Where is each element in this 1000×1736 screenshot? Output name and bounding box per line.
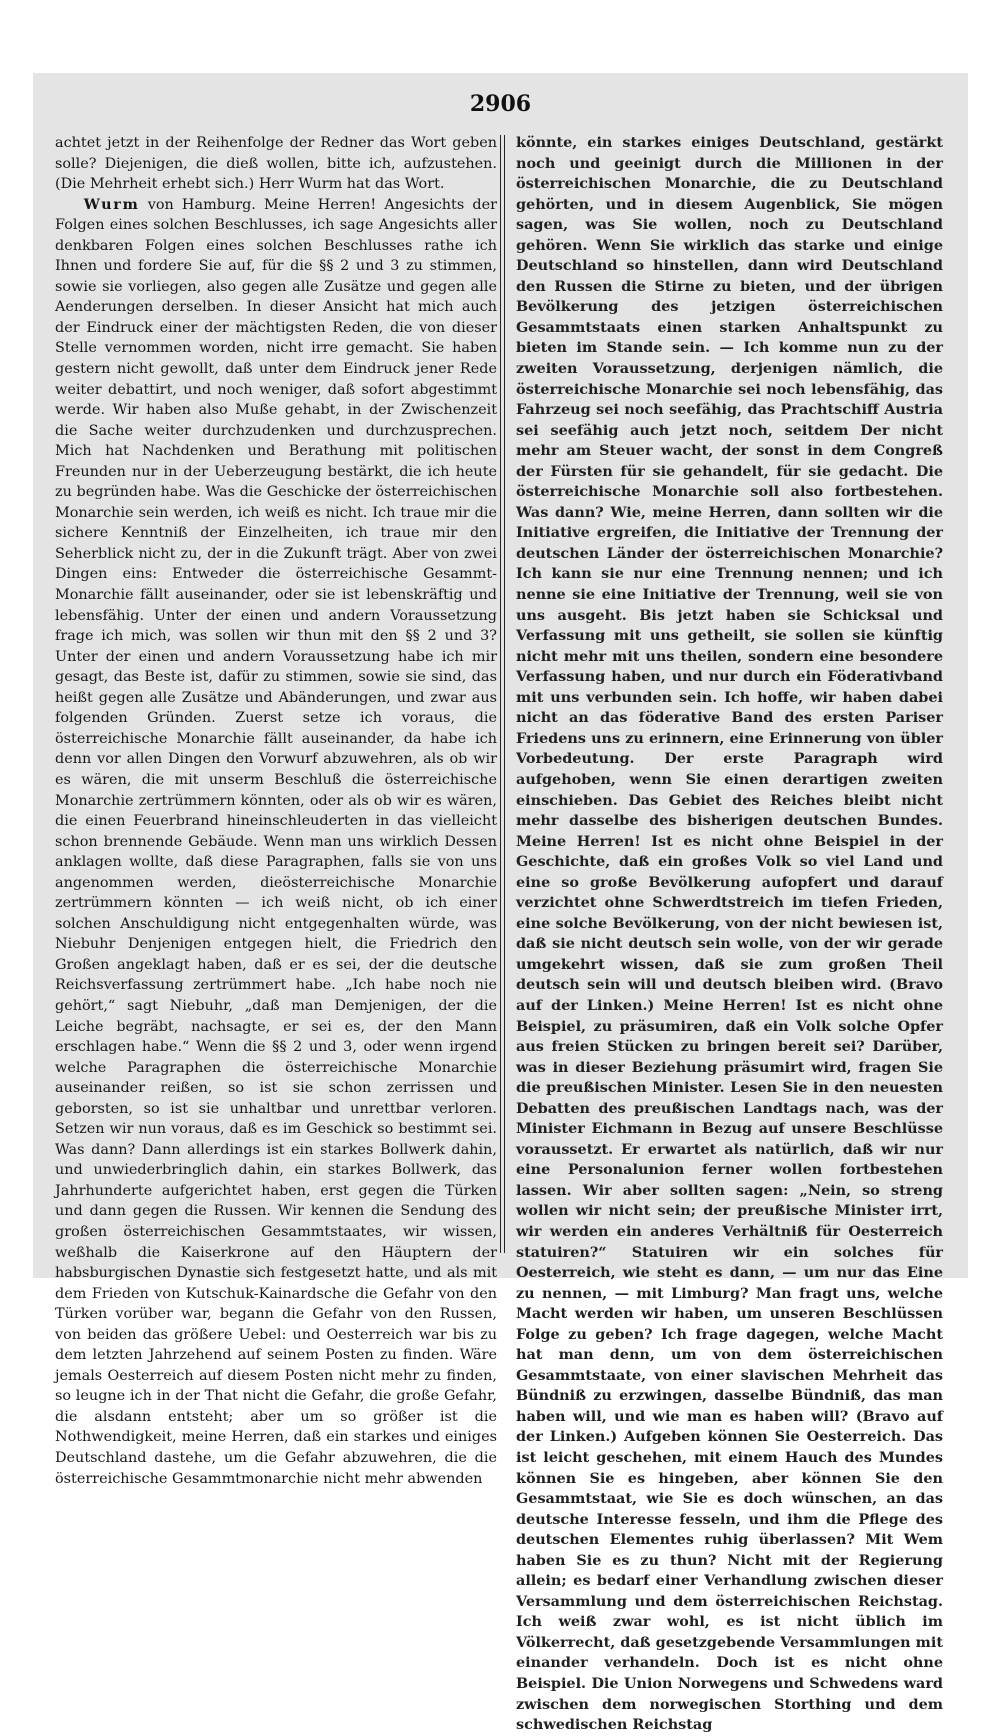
newspaper-page <box>33 73 968 1734</box>
paragraph-continuation: könnte, ein starkes einiges Deutschland, gestärkt noch und geeinigt durch die Millionen in der österreichischen Monarchie, die zu Deutschland gehörten, und in diesem Augenblick, Sie mögen sagen, was Sie wollen, noch zu Deutschland gehören. Wenn Sie wirklich das starke und einige Deutschland so hinstellen, dann wird Deutschland den Russen die Stirne zu bieten, und der übrigen Bevölkerung des jetzigen österreichischen Gesammtstaats einen starken Anhaltspunkt zu bieten im Stande sein. — Ich komme nun zu der zweiten Voraussetzung, derjenigen nämlich, die österreichische Monarchie sei noch lebensfähig, das Fahrzeug sei noch seefähig, das Prachtschiff Austria sei seefähig auch jetzt noch, seitdem Der nicht mehr am Steuer wacht, der sonst in dem Congreß der Fürsten für sie gehandelt, für sie gedacht. Die österreichische Monarchie soll also fortbestehen. Was dann? Wie, meine Herren, dann sollten wir die Initiative ergreifen, die Initiative der Trennung der deutschen Länder der österreichischen Monarchie? Ich kann sie nur eine Trennung nennen; und ich nenne sie eine Initiative der Trennung, weil sie von uns ausgeht. Bis jetzt haben sie Schicksal und Verfassung mit uns getheilt, sie sollen sie künftig nicht mehr mit uns theilen, sondern eine besondere Verfassung haben, und nur durch ein Föderativband mit uns verbunden sein. Ich hoffe, wir haben dabei nicht an das föderative Band des ersten Pariser Friedens uns zu erinnern, eine Erinnerung von übler Vorbedeutung. Der erste Paragraph wird aufgehoben, wenn Sie einen derartigen zweiten einschieben. Das Gebiet des Reiches bleibt nicht mehr dasselbe des bisherigen deutschen Bundes. Meine Herren! Ist es nicht ohne Beispiel in der Geschichte, daß ein großes Volk so viel Land und eine so große Bevölkerung aufopfert und darauf verzichtet ohne Schwerdtstreich im tiefen Frieden, eine solche Bevölkerung, von der nicht bewiesen ist, daß sie nicht deutsch sein wolle, von der wir gerade umgekehrt wissen, daß sie zum großen Theil deutsch sein will und deutsch bleiben wird. (Bravo auf der Linken.) Meine Herren! Ist es nicht ohne Beispiel, zu präsumiren, daß ein Volk solche Opfer aus freien Stücken zu bringen bereit sei? Darüber, was in dieser Beziehung präsumirt wird, fragen Sie die preußischen Minister. Lesen Sie in den neuesten Debatten des preußischen Landtags nach, was der Minister Eichmann in Bezug auf unsere Beschlüsse voraussetzt. Er erwartet als natürlich, daß wir nur eine Personalunion ferner wollen fortbestehen lassen. Wir aber sollten sagen: „Nein, so streng wollen wir nicht sein; der preußische Minister irrt, wir werden ein anderes Verhältniß für Oesterreich statuiren?“ Statuiren wir ein solches für Oesterreich, wie steht es dann, — um nur das Eine zu nennen, — mit Limburg? Man fragt uns, welche Macht werden wir haben, um unseren Beschlüssen Folge zu geben? Ich frage dagegen, welche Macht hat man denn, um von dem österreichischen Gesammtstaate, von einer slavischen Mehrheit das Bündniß zu erzwingen, dasselbe Bündniß, das man haben will, und wie man es haben will? (Bravo auf der Linken.) Aufgeben können Sie Oesterreich. Das ist leicht geschehen, mit einem Hauch des Mundes können Sie es hingeben, aber können Sie den Gesammtstaat, wie Sie es doch wünschen, an das deutsche Interesse fesseln, und ihm die Pflege des deutschen Elementes ruhig überlassen? Mit Wem haben Sie es zu thun? Nicht mit der Regierung allein; es bedarf einer Verhandlung zwischen dieser Versammlung und dem österreichischen Reichstag. Ich weiß zwar wohl, es ist nicht üblich im Völkerrecht, daß gesetzgebende Versammlungen mit einander verhandeln. Doch ist es nicht ohne Beispiel. Die Union Norwegens und Schwedens ward zwischen dem norwegischen Storthing und dem schwedischen Reichstag <box>516 134 943 1734</box>
page-number: 2906 <box>469 91 532 117</box>
speaker-name: Wurm <box>83 195 140 213</box>
column-divider <box>500 135 505 1253</box>
paragraph-wurm-speech <box>55 195 497 1489</box>
speech-text: von Hamburg. Meine Herren! Angesichts der Folgen eines solchen Beschlusses, ich sage Angesichts aller denkbaren Folgen eines solchen Beschlusses rathe ich Ihnen und fordere Sie auf, für die §§ 2 und 3 zu stimmen, sowie sie vorliegen, also gegen alle Zusätze und gegen alle Aenderungen derselben. In dieser Ansicht hat mich auch der Eindruck einer der mächtigsten Reden, die von dieser Stelle vernommen worden, nicht irre gemacht. Sie haben gestern nicht gewollt, daß unter dem Eindruck jener Rede weiter debattirt, und noch weniger, daß sofort abgestimmt werde. Wir haben also Muße gehabt, in der Zwischenzeit die Sache weiter durchzudenken und durchzusprechen. Mich hat Nachdenken und Berathung mit politischen Freunden nur in der Ueberzeugung bestärkt, die ich heute zu begründen habe. Was die Geschicke der österreichischen Monarchie sein werden, ich weiß es nicht. Ich traue mir die sichere Kenntniß der Einzelheiten, ich traue mir den Seherblick nicht zu, der in die Zukunft trägt. Aber von zwei Dingen eins: Entweder die österreichische Gesammt-Monarchie fällt auseinander, oder sie ist lebenskräftig und lebensfähig. Unter der einen und andern Voraussetzung frage ich mich, was sollen wir thun mit den §§ 2 und 3? Unter der einen und andern Voraussetzung habe ich mir gesagt, das Beste ist, dafür zu stimmen, sowie sie sind, das heißt gegen alle Zusätze und Abänderungen, und zwar aus folgenden Gründen. Zuerst setze ich voraus, die österreichische Monarchie fällt auseinander, da habe ich denn vor allen Dingen den Vorwurf abzuwehren, als ob wir es wären, die mit unserm Beschluß die österreichische Monarchie zertrümmern könnten, oder als ob wir es wären, die einen Feuerbrand hineinschleuderten in das vielleicht schon brennende Gebäude. Wenn man uns wirklich Dessen anklagen wollte, daß diese Paragraphen, falls sie von uns angenommen werden, dieösterreichische Monarchie zertrümmern könnten — ich weiß nicht, ob ich einer solchen Anschuldigung nicht entgegenhalten würde, was Niebuhr Denjenigen entgegen hielt, die Friedrich den Großen angeklagt haben, daß er es sei, der die deutsche Reichsverfassung zertrümmert habe. „Ich habe noch nie gehört,“ sagt Niebuhr, „daß man Demjenigen, der die Leiche begräbt, nachsagte, er sei es, der den Mann erschlagen habe.“ Wenn die §§ 2 und 3, oder wenn irgend welche Paragraphen die österreichische Monarchie auseinander reißen, so ist sie schon zerrissen und geborsten, so ist sie unhaltbar und unrettbar verloren. Setzen wir nun voraus, daß es im Geschick so bestimmt sei. Was dann? Dann allerdings ist ein starkes Bollwerk dahin, und unwiederbringlich dahin, ein starkes Bollwerk, das Jahrhunderte aufgerichtet haben, erst gegen die Türken und dann gegen die Russen. Wir kennen die Sendung des großen österreichischen Gesammtstaates, wir wissen, weßhalb die Kaiserkrone auf den Häuptern der habsburgischen Dynastie sich festgesetzt hatte, und als mit dem Frieden von Kutschuk-Kainardsche die Gefahr von den Türken vorüber war, begann die Gefahr von den Russen, von beiden das größere Uebel: und Oesterreich war bis zu dem letzten Jahrzehend auf seinem Posten zu finden. Wäre jemals Oesterreich auf diesem Posten nicht mehr zu finden, so leugne ich in der That nicht die Gefahr, die große Gefahr, die alsdann entsteht; aber um so größer ist die Nothwendigkeit, meine Herren, daß ein starkes und einiges Deutschland dastehe, um die Gefahr abzuwehren, die die österreichische Gesammtmonarchie nicht mehr abwenden <box>55 196 497 1487</box>
paragraph-president-question: achtet jetzt in der Reihenfolge der Redner das Wort geben solle? Diejenigen, die dieß wollen, bitte ich, aufzustehen. (Die Mehrheit erhebt sich.) Herr Wurm hat das Wort. <box>55 135 497 193</box>
right-column <box>516 133 943 1736</box>
left-column <box>55 133 497 1489</box>
